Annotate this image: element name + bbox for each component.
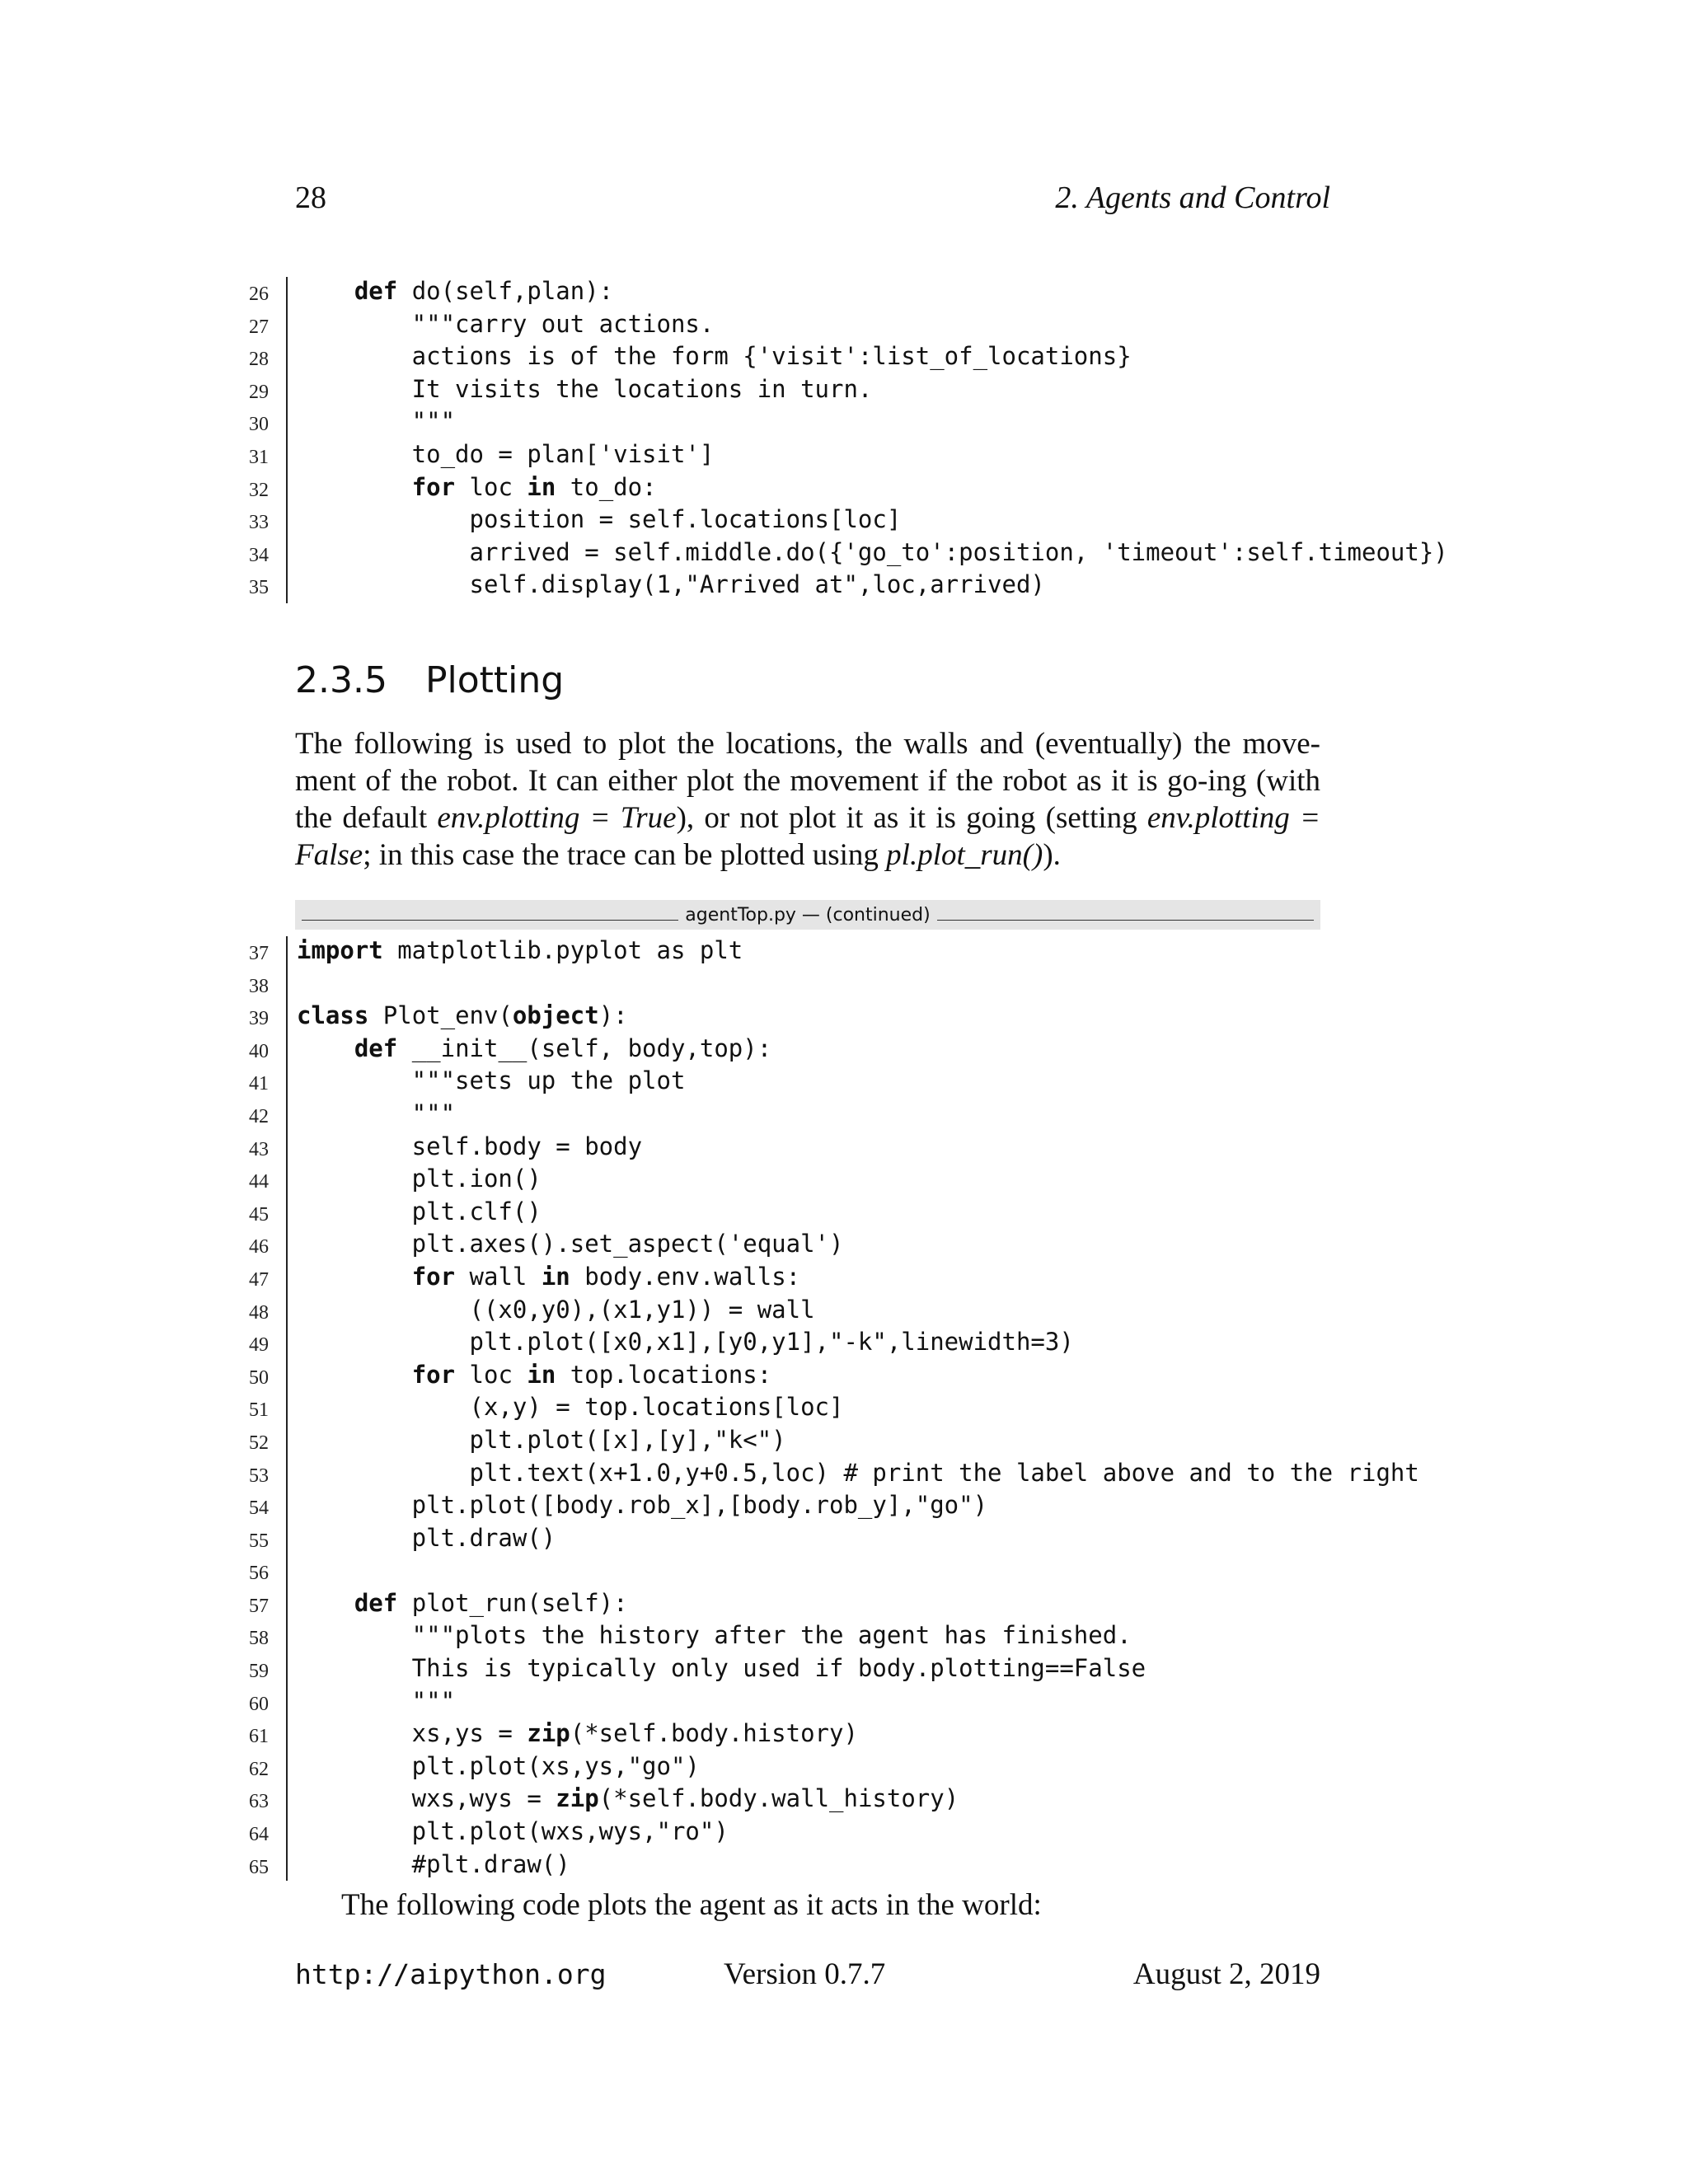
paragraph-code-3: pl.plot_run() [886,838,1043,872]
code-text: It visits the locations in turn. [297,374,873,403]
code-text: plt.plot([x],[y],"k<") [297,1425,786,1454]
line-number: 29 [249,381,269,403]
line-number: 44 [249,1171,269,1193]
code-line [0,1783,1688,1816]
line-number: 30 [249,414,269,436]
code-text: self.display(1,"Arrived at",loc,arrived) [297,570,1045,599]
code-line [0,1163,1688,1196]
code-line [0,935,1688,968]
line-number: 45 [249,1203,269,1226]
line-number: 64 [249,1824,269,1846]
code-text: #plt.draw() [297,1849,570,1878]
code-line [0,1424,1688,1457]
code-line [0,1652,1688,1685]
line-number: 43 [249,1138,269,1160]
code-line [0,308,1688,341]
line-number: 62 [249,1758,269,1780]
line-number: 65 [249,1856,269,1878]
code-line [0,1849,1688,1882]
code-text: plt.clf() [297,1197,542,1226]
code-text: """ [297,1686,456,1715]
line-number: 38 [249,975,269,997]
code-line [0,1065,1688,1098]
code-text: import matplotlib.pyplot as plt [297,936,743,964]
line-number: 47 [249,1268,269,1291]
line-number: 63 [249,1791,269,1813]
line-number: 33 [249,512,269,534]
code-line [0,1359,1688,1392]
code-text: """sets up the plot [297,1066,686,1095]
code-line [0,471,1688,504]
body-paragraph [295,725,1320,874]
banner-rule-left [302,920,678,921]
code-text: plt.draw() [297,1523,556,1552]
paragraph-text-4: ). [1043,838,1061,872]
code-text: for loc in top.locations: [411,1360,772,1389]
code-text: plt.plot([body.rob_x],[body.rob_y],"go") [297,1491,988,1520]
code-line [0,1619,1688,1652]
code-text: """ [297,1099,456,1127]
code-text: position = self.locations[loc] [297,505,902,534]
code-line [0,1554,1688,1587]
line-number: 39 [249,1008,269,1030]
code-text: ((x0,y0),(x1,y1)) = wall [297,1295,815,1324]
line-number: 34 [249,544,269,566]
line-number: 59 [249,1661,269,1683]
paragraph-text-2: ), or not plot it as it is going (setting [676,801,1147,835]
line-number: 57 [249,1595,269,1617]
code-line [0,1033,1688,1066]
code-text: plt.plot(xs,ys,"go") [297,1751,700,1780]
line-number: 60 [249,1693,269,1715]
code-line [0,1131,1688,1164]
file-banner-label: agentTop.py — (continued) [685,904,931,926]
code-line [0,1718,1688,1750]
code-line [0,373,1688,406]
code-text: plt.ion() [297,1165,542,1193]
code-text: """carry out actions. [297,309,715,338]
page-number: 28 [295,180,326,215]
line-number: 37 [249,943,269,964]
code-line [0,1522,1688,1555]
section-heading [295,659,564,701]
line-number: 48 [249,1301,269,1324]
code-text: plt.plot(wxs,wys,"ro") [297,1817,729,1846]
code-text: wxs,wys = zip(*self.body.wall_history) [297,1784,959,1813]
code-text: def __init__(self, body,top): [354,1033,772,1062]
code-text: for wall in body.env.walls: [411,1262,801,1291]
file-banner [295,900,1320,930]
line-number: 28 [249,349,269,371]
code-line [0,1098,1688,1131]
code-line [0,340,1688,373]
code-line [0,275,1688,308]
code-text: arrived = self.middle.do({'go_to':position, 'timeout':self.timeout}) [297,537,1448,566]
paragraph-code-2: env.plotting = False [295,801,1320,872]
code-text: for loc in to_do: [411,472,657,501]
code-line [0,1294,1688,1327]
code-text: """plots the history after the agent has finished. [297,1621,1132,1650]
line-number: 41 [249,1073,269,1095]
code-line [0,504,1688,537]
code-text: """ [297,407,456,436]
line-number: 31 [249,446,269,468]
code-line [0,1326,1688,1359]
line-number: 49 [249,1334,269,1357]
code-line [0,569,1688,602]
code-line [0,1587,1688,1620]
line-number: 61 [249,1726,269,1748]
line-number: 53 [249,1465,269,1487]
line-number: 40 [249,1040,269,1062]
code-block-2 [0,935,1688,1881]
chapter-title: 2. Agents and Control [1055,180,1330,215]
footer-date: August 2, 2019 [1132,1957,1320,1991]
code-text: def do(self,plan): [354,277,614,305]
code-text: self.body = body [297,1132,643,1160]
line-number: 52 [249,1432,269,1454]
code-line [0,1000,1688,1033]
section-number: 2.3.5 [295,659,387,701]
code-line [0,438,1688,471]
line-number: 35 [249,577,269,599]
paragraph-code-1: env.plotting = True [437,801,677,835]
code-line [0,405,1688,438]
line-number: 58 [249,1628,269,1650]
code-text: class Plot_env(object): [297,1001,628,1030]
line-number: 50 [249,1366,269,1389]
line-number: 27 [249,316,269,338]
code-line [0,1261,1688,1294]
code-line [0,1489,1688,1522]
code-line [0,1391,1688,1424]
line-number: 55 [249,1530,269,1552]
code-text: def plot_run(self): [354,1588,628,1617]
code-line [0,1196,1688,1229]
code-text: plt.axes().set_aspect('equal') [297,1230,844,1258]
line-number: 54 [249,1497,269,1520]
section-title: Plotting [424,659,565,701]
code-text: plt.text(x+1.0,y+0.5,loc) # print the label above and to the right [297,1458,1419,1487]
line-number: 51 [249,1399,269,1422]
line-number: 56 [249,1563,269,1585]
paragraph-text-3: ; in this case the trace can be plotted using [363,838,887,872]
code-line [0,537,1688,569]
code-text: xs,ys = zip(*self.body.history) [297,1719,858,1748]
code-text: This is typically only used if body.plotting==False [297,1654,1146,1683]
code-text: plt.plot([x0,x1],[y0,y1],"-k",linewidth=3) [297,1328,1074,1357]
code-text: actions is of the form {'visit':list_of_locations} [297,342,1132,371]
line-number: 26 [249,284,269,305]
closing-text: The following code plots the agent as it acts in the world: [341,1888,1042,1922]
paragraph-text-1: The following is used to plot the locations, the walls and (eventually) the move-ment of the robot. It can either plot the movement if the robot as it is go-ing (with the default [295,727,1320,835]
code-line [0,1228,1688,1261]
code-line [0,968,1688,1001]
code-line [0,1685,1688,1718]
line-number: 42 [249,1105,269,1127]
code-text: to_do = plan['visit'] [297,439,715,468]
code-text: (x,y) = top.locations[loc] [297,1393,844,1422]
line-number: 32 [249,479,269,501]
code-line [0,1457,1688,1490]
code-line [0,1816,1688,1849]
footer-url[interactable]: http://aipython.org [295,1958,607,1990]
code-line [0,1750,1688,1783]
code-block-1 [0,275,1688,602]
footer-version: Version 0.7.7 [724,1957,886,1991]
line-number: 46 [249,1236,269,1258]
banner-rule-right [937,920,1314,921]
